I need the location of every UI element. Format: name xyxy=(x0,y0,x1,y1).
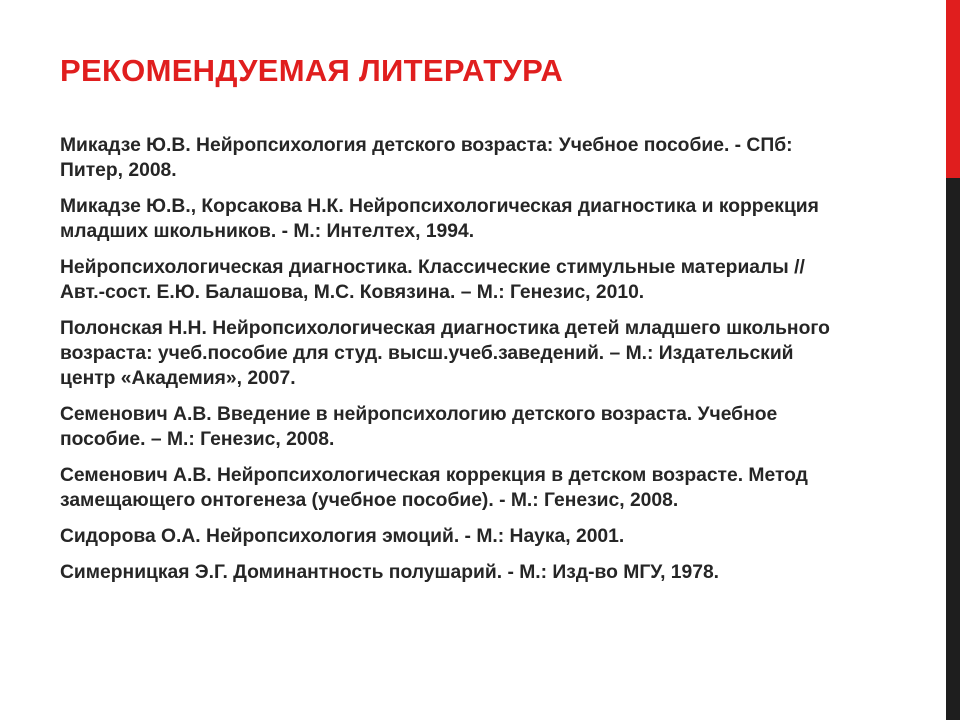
accent-bar-red xyxy=(946,0,960,178)
reference-item: Симерницкая Э.Г. Доминантность полушарий. - М.: Изд-во МГУ, 1978. xyxy=(60,562,720,583)
reference-item: Сидорова О.А. Нейропсихология эмоций. - М.: Наука, 2001. xyxy=(60,526,625,547)
reference-list xyxy=(60,133,850,596)
reference-item: Полонская Н.Н. Нейропсихологическая диагностика детей младшего школьного возраста: учеб.пособие для студ. высш.учеб.заведений. – М.: Издательский центр «Академия», 2007. xyxy=(60,318,830,389)
reference-item: Семенович А.В. Нейропсихологическая коррекция в детском возрасте. Метод замещающего онтогенеза (учебное пособие). - М.: Генезис, 2008. xyxy=(60,465,808,511)
reference-item: Семенович А.В. Введение в нейропсихологию детского возраста. Учебное пособие. – М.: Генезис, 2008. xyxy=(60,404,778,450)
reference-item: Микадзе Ю.В. Нейропсихология детского возраста: Учебное пособие. - СПб: Питер, 2008. xyxy=(60,135,793,181)
reference-item: Микадзе Ю.В., Корсакова Н.К. Нейропсихологическая диагностика и коррекция младших школьников. - М.: Интелтех, 1994. xyxy=(60,196,819,242)
accent-bar-dark xyxy=(946,178,960,720)
slide-title: РЕКОМЕНДУЕМАЯ ЛИТЕРАТУРА xyxy=(60,53,564,88)
reference-item: Нейропсихологическая диагностика. Классические стимульные материалы // Авт.-сост. Е.Ю. Балашова, М.С. Ковязина. – М.: Генезис, 2010. xyxy=(60,257,805,303)
